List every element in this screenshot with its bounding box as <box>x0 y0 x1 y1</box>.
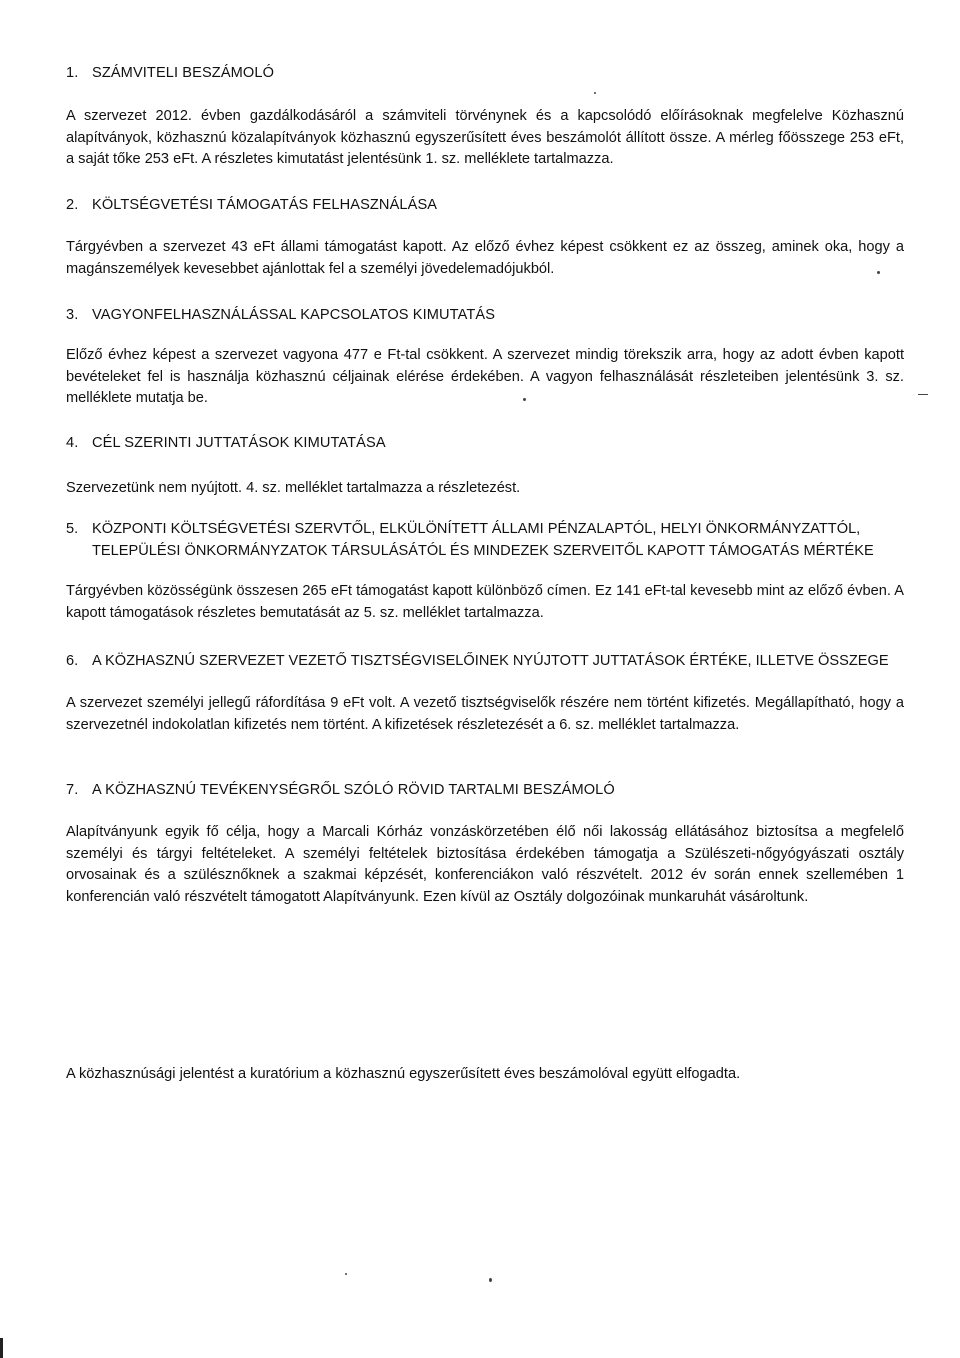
section-number: 2. <box>66 197 79 213</box>
section-title: KÖLTSÉGVETÉSI TÁMOGATÁS FELHASZNÁLÁSA <box>92 197 438 213</box>
section-6-body: A szervezet személyi jellegű ráfordítása 9 eFt volt. A vezető tisztségviselők részére nem történt kifizetés. Megállapítható, hogy a szervezetnél indokolatlan kifizetés nem történt. A kifizetések részletezését a 6. sz. melléklet tartalmazza. <box>66 695 904 733</box>
section-1-heading <box>66 62 906 84</box>
scan-speck <box>489 1278 492 1282</box>
scan-speck <box>523 398 526 401</box>
section-6-heading <box>66 650 906 672</box>
section-1-body: A szervezet 2012. évben gazdálkodásáról a számviteli törvénynek és a kapcsolódó előírásoknak megfelelve Közhasznú alapítványok, közhasznú közalapítványok közhasznú egyszerűsített éves beszámolót állított össze. A mérleg főösszege 253 eFt, a saját tőke 253 eFt. A részletes kimutatást jelentésünk 1. sz. melléklete tartalmazza. <box>66 108 904 168</box>
section-4-heading <box>66 432 906 454</box>
section-number: 4. <box>66 435 79 451</box>
section-number: 5. <box>66 521 79 537</box>
section-2-body: Tárgyévben a szervezet 43 eFt állami támogatást kapott. Az előző évhez képest csökkent ez az összeg, aminek oka, hogy a magánszemélyek kevesebbet ajánlottak fel a személyi jövedelemadójukból. <box>66 239 904 277</box>
section-5-body: Tárgyévben közösségünk összesen 265 eFt támogatást kapott különböző címen. Ez 141 eFt-tal kevesebb mint az előző évben. A kapott támogatások részletes bemutatását az 5. sz. melléklet tartalmazza. <box>66 583 904 621</box>
scan-speck <box>594 92 596 94</box>
closing-statement: A közhasznúsági jelentést a kuratórium a közhasznú egyszerűsített éves beszámolóval együtt elfogadta. <box>66 1066 741 1082</box>
section-number: 3. <box>66 307 79 323</box>
section-title: A KÖZHASZNÚ TEVÉKENYSÉGRŐL SZÓLÓ RÖVID TARTALMI BESZÁMOLÓ <box>92 782 615 798</box>
scan-speck <box>345 1273 347 1275</box>
section-5-heading <box>66 518 906 562</box>
section-3-heading <box>66 304 906 326</box>
scan-speck <box>918 394 928 395</box>
section-title: CÉL SZERINTI JUTTATÁSOK KIMUTATÁSA <box>92 435 386 451</box>
section-number: 6. <box>66 653 79 669</box>
section-title: VAGYONFELHASZNÁLÁSSAL KAPCSOLATOS KIMUTATÁS <box>92 307 496 323</box>
section-2-heading <box>66 194 906 216</box>
scan-edge-mark <box>0 1338 3 1358</box>
section-number: 1. <box>66 65 79 81</box>
scan-speck <box>877 271 880 274</box>
section-title-line1: KÖZPONTI KÖLTSÉGVETÉSI SZERVTŐL, ELKÜLÖNÍTETT ÁLLAMI PÉNZALAPTÓL, HELYI ÖNKORMÁNYZATTÓL, <box>92 521 861 537</box>
section-title-line2: TELEPÜLÉSI ÖNKORMÁNYZATOK TÁRSULÁSÁTÓL ÉS MINDEZEK SZERVEITŐL KAPOTT TÁMOGATÁS MÉRTÉKE <box>92 543 874 559</box>
section-7-heading <box>66 779 906 801</box>
section-number: 7. <box>66 782 79 798</box>
section-title: SZÁMVITELI BESZÁMOLÓ <box>92 65 275 81</box>
section-3-body: Előző évhez képest a szervezet vagyona 477 e Ft-tal csökkent. A szervezet mindig törekszik arra, hogy az adott évben kapott bevételeket fel is használja közhasznú céljainak elérése érdekében. A vagyon felhasználását részleteiben jelentésünk 3. sz. melléklete mutatja be. <box>66 347 904 407</box>
section-title: A KÖZHASZNÚ SZERVEZET VEZETŐ TISZTSÉGVISELŐINEK NYÚJTOTT JUTTATÁSOK ÉRTÉKE, ILLETVE ÖSSZEGE <box>92 653 889 669</box>
section-7-body: Alapítványunk egyik fő célja, hogy a Marcali Kórház vonzáskörzetében élő női lakosság ellátásához biztosítsa a megfelelő személyi és tárgyi feltételeket. A személyi feltételek biztosítása érdekében támogatja a Szülészeti-nőgyógyászati osztály orvosainak és a szülésznőknek a szakmai képzését, konferenciákon való részvételt. 2012 év során ennek szellemében 1 konferencián való részvételt támogatott Alapítványunk. Ezen kívül az Osztály dolgozóinak munkaruhát vásároltunk. <box>66 824 904 905</box>
section-4-body: Szervezetünk nem nyújtott. 4. sz. melléklet tartalmazza a részletezést. <box>66 480 521 496</box>
